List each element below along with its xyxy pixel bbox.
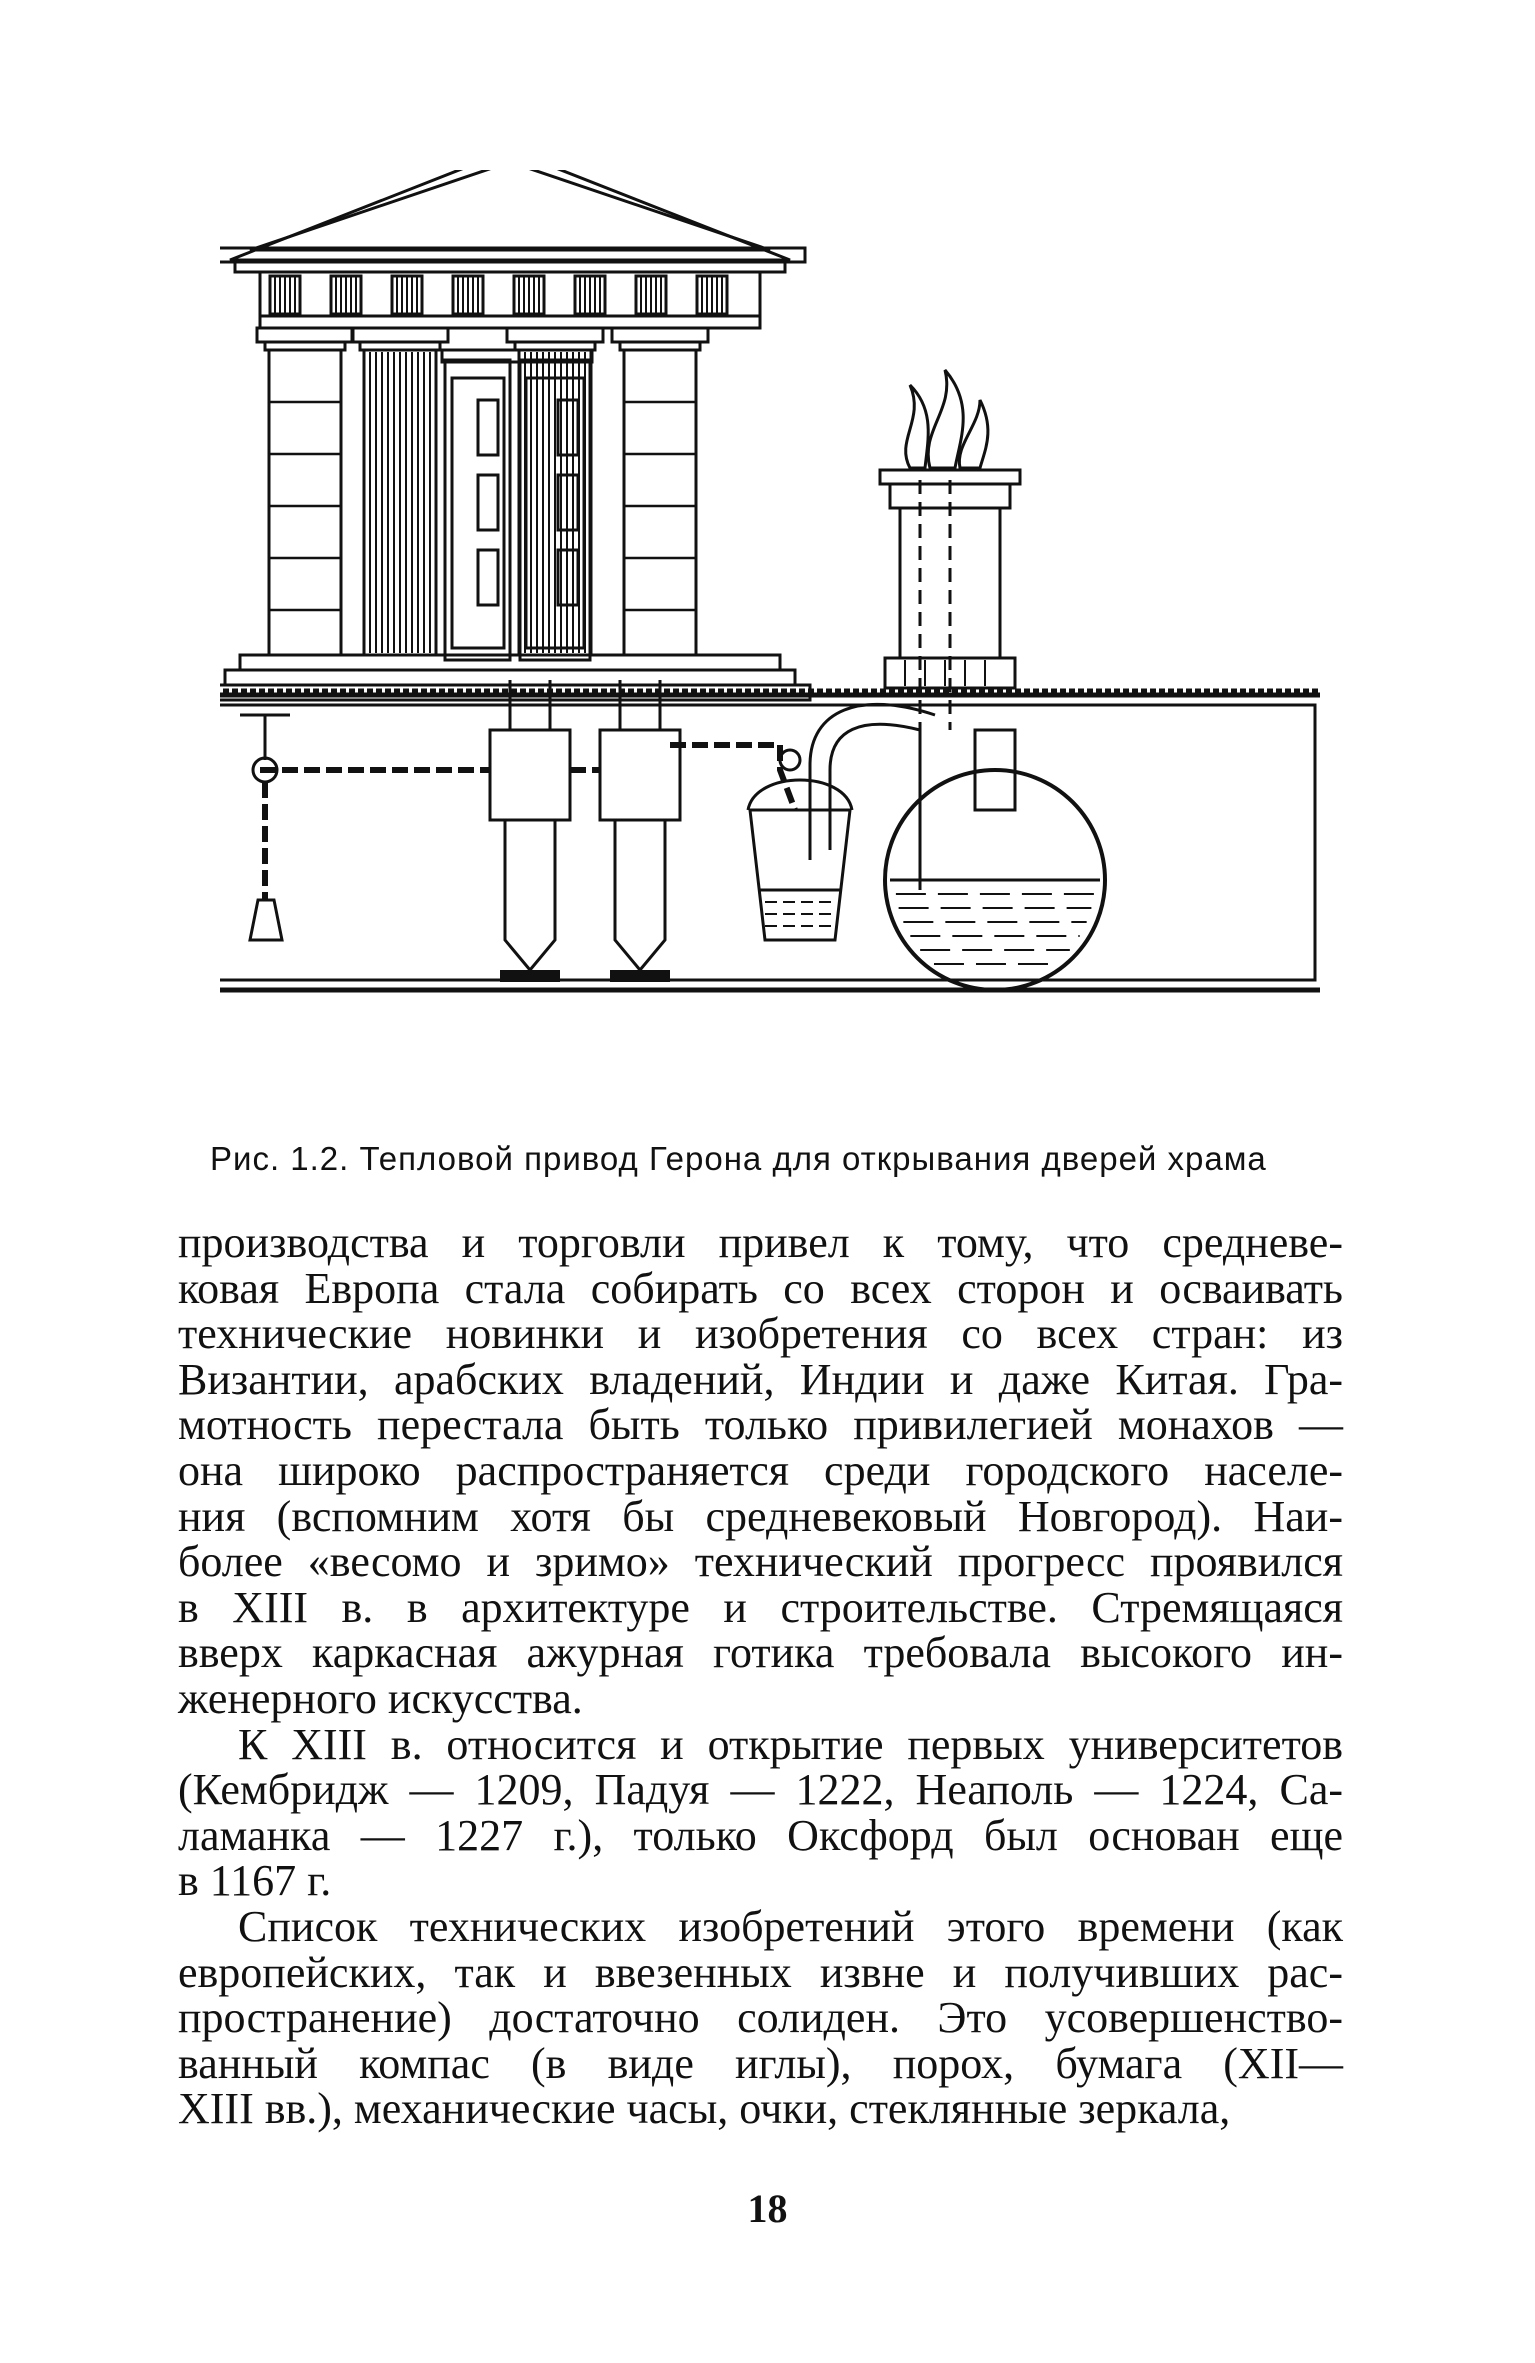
- text-line: ламанка — 1227 г.), только Оксфорд был основан еще: [178, 1810, 1343, 1860]
- door-inset: [478, 550, 498, 605]
- chain: [670, 745, 795, 810]
- counterweight: [250, 900, 282, 940]
- text-line: ковая Европа стала собирать со всех сторон и осваивать: [178, 1263, 1343, 1313]
- text-line: в XIII в. в архитектуре и строительстве. Стремящаяся: [178, 1582, 1343, 1632]
- text-line: производства и торговли привел к тому, что средневе-: [178, 1218, 1343, 1267]
- paragraph: [178, 1719, 1343, 1906]
- pediment-inner: [250, 170, 770, 250]
- text-line: европейских, так и ввезенных извне и получивших рас-: [178, 1947, 1343, 1997]
- text-line: пространение) достаточно солиден. Это усовершенство-: [178, 1993, 1343, 2043]
- underground-chamber: [220, 695, 1320, 990]
- door-pivot-drum: [600, 730, 680, 820]
- text-line: К XIII в. относится и открытие первых университетов: [238, 1719, 1343, 1769]
- text-line: женерного искусства.: [178, 1673, 583, 1723]
- figure-heron-temple-doors: [220, 170, 1320, 1110]
- door-pivot-axle: [505, 820, 555, 970]
- paragraph: [178, 1901, 1343, 2134]
- text-line: (Кембридж — 1209, Падуя — 1222, Неаполь — 1224, Са-: [178, 1765, 1343, 1815]
- architrave: [260, 316, 760, 328]
- body-text: [178, 1220, 1343, 2132]
- paragraph: [178, 1220, 1343, 1722]
- text-line: Византии, арабских владений, Индии и даже Китая. Гра-: [178, 1354, 1343, 1404]
- text-line: ния (вспомним хотя бы средневековый Новгород). Наи-: [178, 1491, 1343, 1541]
- text-line: ванный компас (в виде иглы), порох, бумага (XII—: [178, 2038, 1343, 2088]
- door-pivot-axle: [615, 820, 665, 970]
- text-line: мотность перестала быть только привилегией монахов —: [178, 1400, 1343, 1450]
- page-number: 18: [747, 2186, 788, 2231]
- column-capital: [507, 328, 603, 342]
- flame-icon: [928, 370, 963, 468]
- column-capital: [257, 328, 353, 342]
- text-line: XIII вв.), механические часы, очки, стеклянные зеркала,: [178, 2084, 1231, 2134]
- door-inset: [478, 400, 498, 455]
- text-line: в 1167 г.: [178, 1856, 332, 1906]
- figure-caption: Рис. 1.2. Тепловой привод Герона для открывания дверей храма: [210, 1140, 1267, 1177]
- door-pivot-drum: [490, 730, 570, 820]
- water-bucket: [750, 810, 850, 940]
- text-line: она широко распространяется среди городского населе-: [178, 1445, 1343, 1495]
- text-line: технические новинки и изобретения со всех стран: из: [178, 1309, 1343, 1359]
- text-line: Список технических изобретений этого времени (как: [238, 1901, 1343, 1951]
- bucket-handle: [748, 780, 852, 810]
- door-pivot-bearing: [610, 970, 670, 982]
- door-pivot-bearing: [500, 970, 560, 982]
- flame-icon: [906, 385, 929, 468]
- text-line: более «весомо и зримо» технический прогресс проявился: [178, 1537, 1343, 1587]
- text-line: вверх каркасная ажурная готика требовала высокого ин-: [178, 1628, 1343, 1678]
- column-capital: [352, 328, 448, 342]
- door-inset: [478, 475, 498, 530]
- column-capital: [612, 328, 708, 342]
- heron-temple-drawing: [220, 170, 1320, 1110]
